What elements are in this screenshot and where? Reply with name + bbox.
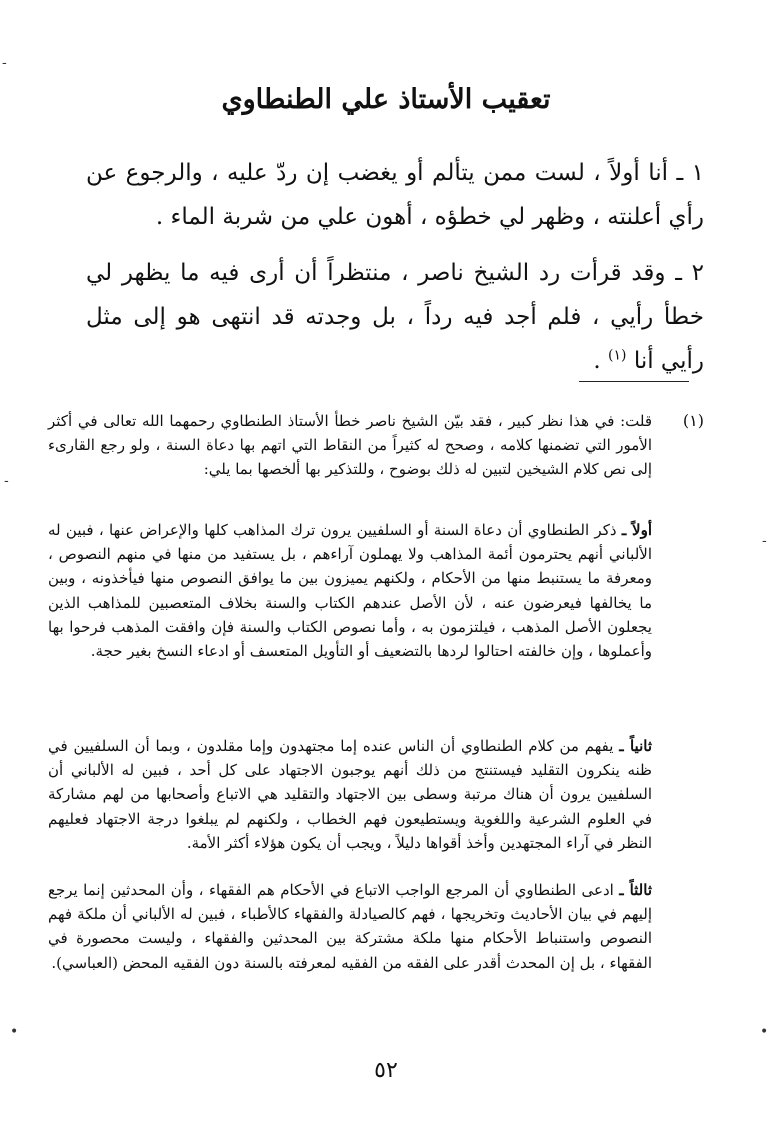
page-title: تعقيب الأستاذ علي الطنطاوي xyxy=(221,84,551,115)
margin-mark: • xyxy=(760,1024,769,1040)
paragraph-text: ١ ـ أنا أولاً ، لست ممن يتألم أو يغضب إن ردّ عليه ، والرجوع عن رأي أعلنته ، وظهر لي خطؤه ، أهون علي من شربة الماء . xyxy=(86,160,704,230)
footnote-reference[interactable]: (١) xyxy=(608,347,627,364)
point-text: ذكر الطنطاوي أن دعاة السنة أو السلفيين يرون ترك المذاهب كلها والإعراض عنها ، فبين له الألباني أنهم يحترمون أئمة المذاهب ولا يهملون آراءهم ، بل يستفيد من منها في منهم النصوص ، ومعرفة ما يستنبط منها من الأحكام ، ولكنهم يميزون بين ما يوافق النصوص منها فيأخذونه ، وبين ما يخالفها فيعرضون عنه ، لأن الأصل عندهم الكتاب والسنة بخلاف المتعصبين للمذاهب الذين يجعلون الأصل المذهب ، فيلتزمون به ، وأما نصوص الكتاب والسنة فإن وافقت المذهب فرحوا بها وأعملوها ، وإن خالفته احتالوا لردها بالتضعيف أو التأويل المتعسف أو ادعاء النسخ بغير حجة. xyxy=(48,521,652,661)
point-heading: ثانياً ـ xyxy=(619,737,652,755)
margin-mark: - xyxy=(2,55,7,71)
main-paragraph-1 xyxy=(86,151,704,239)
paragraph-end: . xyxy=(593,348,609,374)
footnote-separator xyxy=(579,381,689,382)
footnote-intro-text: قلت: في هذا نظر كبير ، فقد بيّن الشيخ ناصر خطأ الأستاذ الطنطاوي رحمهما الله تعالى في أكثر الأمور التي تضمنها كلامه ، وصحح له كثيراً من النقاط التي اتهم بها دعاة السنة ، ولو رجع القارىء إلى نص كلام الشيخين لتبين له ذلك بوضوح ، وللتذكير بها ألخصها بما يلي: xyxy=(48,412,652,479)
footnote-point-third xyxy=(48,878,652,975)
margin-mark: • xyxy=(10,1024,19,1040)
point-heading: ثالثاً ـ xyxy=(619,881,652,899)
footnote-point-second xyxy=(48,734,652,855)
point-text: يفهم من كلام الطنطاوي أن الناس عنده إما مجتهدون وإما مقلدون ، وبما أن السلفيين في ظنه ينكرون التقليد فيستنتج من ذلك أنهم يوجبون الاجتهاد على كل أحد ، فبين له الألباني أن السلفيين يرون أن هناك مرتبة وسطى بين الاجتهاد والتقليد هي الاتباع وأصحابها من لهم مشاركة في العلوم الشرعية واللغوية ويستطيعون فهم الخطاب ، ولكنهم لم يبلغوا درجة الاجتهاد فعليهم النظر في آراء المجتهدين وأخذ أقواها دليلاً ، ويجب أن يكون هؤلاء أكثر الأمة. xyxy=(48,737,652,852)
paragraph-text-body: ٢ ـ وقد قرأت رد الشيخ ناصر ، منتظراً أن أرى فيه ما يظهر لي خطأ رأيي ، فلم أجد فيه رداً ، بل وجدته قد انتهى هو إلى مثل رأيي أنا xyxy=(86,260,704,374)
main-paragraph-2 xyxy=(86,251,704,383)
page-number: ٥٢ xyxy=(374,1058,398,1083)
margin-mark: - xyxy=(762,533,767,549)
point-heading: أولاً ـ xyxy=(621,521,652,539)
footnote-point-first xyxy=(48,518,652,663)
paragraph-text xyxy=(86,251,704,383)
footnote-intro xyxy=(48,409,652,482)
margin-mark: - xyxy=(4,473,9,489)
footnote-number: (١) xyxy=(682,411,704,430)
point-text: ادعى الطنطاوي أن المرجع الواجب الاتباع في الأحكام هم الفقهاء ، وأن المحدثين إنما يرجع إليهم في بيان الأحاديث وتخريجها ، فهم كالصيادلة والفقهاء كالأطباء ، فبين له الألباني أن ملكة فهم النصوص واستنباط الأحكام منها ملكة مشتركة بين المحدثين والفقهاء ، وليست محصورة في الفقهاء ، بل إن المحدث أقدر على الفقه من الفقيه لمعرفته بالسنة دون الفقيه المحض (العباسي). xyxy=(48,881,652,972)
